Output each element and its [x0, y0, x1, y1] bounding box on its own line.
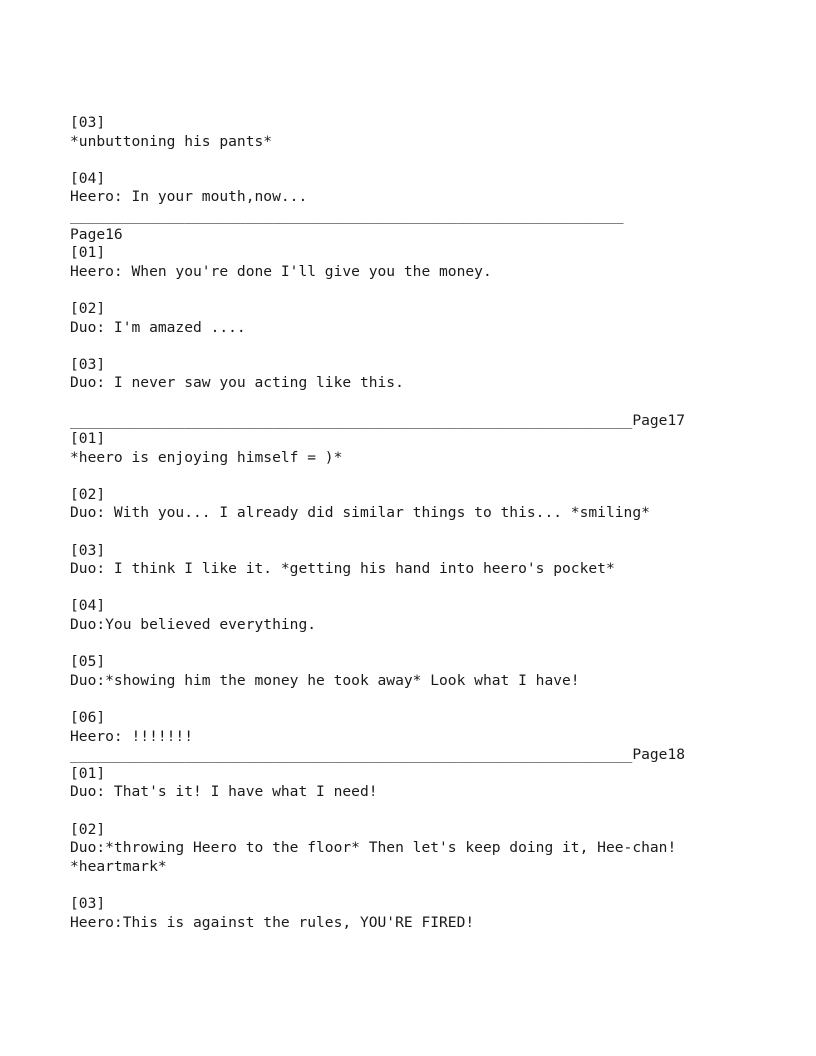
panel-number: [03] — [70, 114, 106, 131]
script-line: Heero: When you're done I'll give you the money. — [70, 262, 492, 280]
panel-number: [02] — [70, 485, 106, 503]
panel-number: [02] — [70, 299, 106, 317]
page-separator-with-label: ________________________________________________________________Page18 — [70, 746, 686, 764]
script-line: Duo:You believed everything. — [70, 616, 317, 634]
panel-number: [04] — [70, 169, 106, 187]
panel-number: [03] — [70, 355, 106, 373]
panel-number: [03] — [70, 894, 106, 912]
panel-number: [01] — [70, 430, 106, 448]
panel-number: [01] — [70, 764, 106, 782]
panel-number: [05] — [70, 653, 106, 671]
blank-line — [70, 337, 685, 356]
panel-number: [06] — [70, 709, 106, 726]
panel-number: [03] — [70, 541, 106, 559]
script-line: Duo:*throwing Heero to the floor* Then let's keep doing it, Hee-chan! — [70, 839, 677, 857]
blank-line — [70, 579, 685, 598]
script-line: *heartmark* — [70, 857, 167, 875]
blank-line — [70, 393, 685, 412]
page-label: Page16 — [70, 225, 123, 243]
script-line: Duo: With you... I already did similar things to this... *smiling* — [70, 504, 650, 522]
script-line: Duo:*showing him the money he took away* Look what I have! — [70, 671, 580, 689]
panel-number: [04] — [70, 597, 106, 615]
script-line: Duo: I think I like it. *getting his hand into heero's pocket* — [70, 560, 615, 578]
script-line: *unbuttoning his pants* — [70, 132, 273, 150]
blank-line — [70, 802, 685, 821]
script-line: Heero:This is against the rules, YOU'RE FIRED! — [70, 913, 475, 931]
script-line: *heero is enjoying himself = )* — [70, 448, 343, 466]
blank-line — [70, 523, 685, 542]
script-line: Heero: !!!!!!! — [70, 727, 194, 745]
script-line: Duo: I'm amazed .... — [70, 318, 246, 336]
blank-line — [70, 467, 685, 486]
blank-line — [70, 151, 685, 170]
page-separator: _______________________________________________________________ — [70, 206, 624, 224]
script-text-block — [70, 114, 685, 932]
script-line: Duo: That's it! I have what I need! — [70, 783, 378, 801]
blank-line — [70, 281, 685, 300]
panel-number: [01] — [70, 244, 106, 262]
page-separator-with-label: ________________________________________________________________Page17 — [70, 411, 686, 429]
blank-line — [70, 690, 685, 709]
script-line: Heero: In your mouth,now... — [70, 188, 308, 206]
panel-number: [02] — [70, 820, 106, 838]
script-line: Duo: I never saw you acting like this. — [70, 374, 404, 392]
blank-line — [70, 635, 685, 654]
blank-line — [70, 876, 685, 895]
